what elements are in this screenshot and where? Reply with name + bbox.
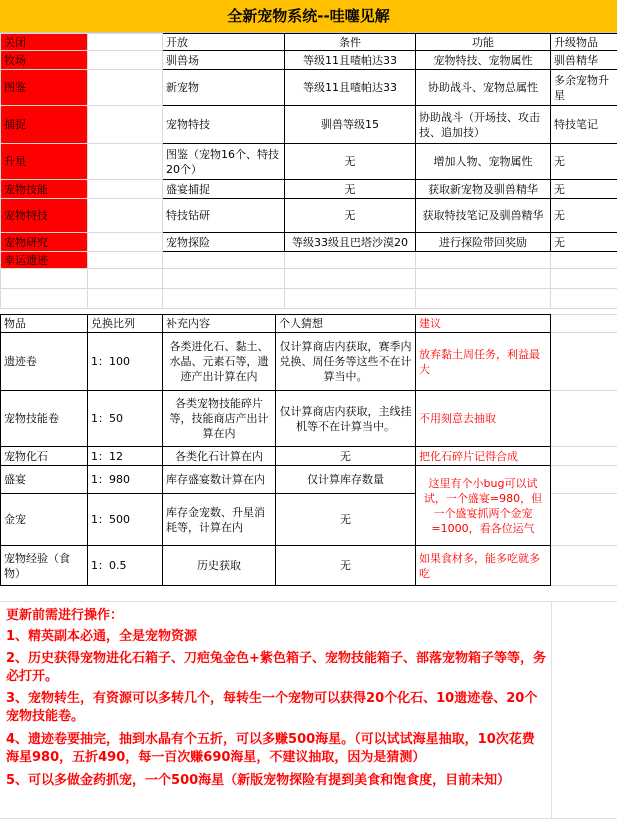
- table-row-label: 宠物特技: [1, 199, 88, 233]
- cell-open: 驯兽场: [163, 51, 285, 70]
- page-title: 全新宠物系统--哇噻见解: [0, 0, 617, 33]
- cell-function: 协助战斗（开场技、攻击技、追加技）: [416, 106, 551, 144]
- cell-function: 协助战斗、宠物总属性: [416, 70, 551, 106]
- header-open: 开放: [163, 34, 285, 51]
- cell-ratio: 1：12: [88, 447, 163, 466]
- cell-condition: 等级11且喳帕达33: [285, 51, 416, 70]
- cell-condition: 无: [285, 199, 416, 233]
- cell-guess: 仅计算商店内获取，赛季内兑换、周任务等这些不在计算当中。: [276, 333, 416, 391]
- cell-function: 增加人物、宠物属性: [416, 144, 551, 180]
- note-item: 3、宠物转生，有资源可以多转几个，每转生一个宠物可以获得20个化石、10遗迹卷、20个宠物技能卷。: [6, 691, 538, 724]
- cell-item: 金宠: [1, 494, 88, 546]
- cell-item: 宠物技能卷: [1, 391, 88, 447]
- table-row-label: 宠物技能: [1, 180, 88, 199]
- cell-function: 进行探险带回奖励: [416, 233, 551, 252]
- cell-open: 新宠物: [163, 70, 285, 106]
- cell-guess: 无: [276, 447, 416, 466]
- cell-advice: 如果食材多，能多吃就多吃: [416, 546, 551, 586]
- cell-open: 特技钻研: [163, 199, 285, 233]
- header-ratio: 兑换比列: [88, 315, 163, 333]
- cell-item: 盛宴: [1, 466, 88, 494]
- cell-condition: 等级11且喳帕达33: [285, 70, 416, 106]
- cell-item: 无: [551, 180, 617, 199]
- cell-condition: 无: [285, 180, 416, 199]
- table-row-label: 图鉴: [1, 70, 88, 106]
- note-heading: 更新前需进行操作：: [6, 608, 124, 623]
- cell-ratio: 1：980: [88, 466, 163, 494]
- cell-item: 驯兽精华: [551, 51, 617, 70]
- system-table: [0, 33, 617, 309]
- cell-condition: 等级33级且巴塔沙漠20: [285, 233, 416, 252]
- table-row-label: 牧场: [1, 51, 88, 70]
- cell-open: 图鉴（宠物16个、特技20个）: [163, 144, 285, 180]
- table-row: [1, 466, 617, 494]
- note-item: 4、遗迹卷要抽完，抽到水晶有个五折，可以多赚500海星。（可以试试海星抽取，10次花费海星980，五折490，每一百次赚690海星，不建议抽取，因为是猜测）: [6, 732, 535, 765]
- cell-extra: 库存盛宴数计算在内: [163, 466, 276, 494]
- cell-open: 宠物探险: [163, 233, 285, 252]
- header-condition: 条件: [285, 34, 416, 51]
- cell-guess: 仅计算商店内获取，主线挂机等不在计算当中。: [276, 391, 416, 447]
- cell-condition: 无: [285, 144, 416, 180]
- cell-open: 盛宴捕捉: [163, 180, 285, 199]
- cell-ratio: 1：50: [88, 391, 163, 447]
- table-row: [1, 180, 617, 199]
- cell-advice: 把化石碎片记得合成: [416, 447, 551, 466]
- cell-item: 宠物经验（食物）: [1, 546, 88, 586]
- table-row: [1, 70, 617, 106]
- cell-item: 遗迹卷: [1, 333, 88, 391]
- header-function: 功能: [416, 34, 551, 51]
- table-row-label: 幸运遗迹: [1, 252, 88, 269]
- cell-guess: 仅计算库存数量: [276, 466, 416, 494]
- cell-extra: 各类进化石、黏土、水晶、元素石等，遗迹产出计算在内: [163, 333, 276, 391]
- note-item: 5、可以多做金药抓宠，一个500海星（新版宠物探险有提到美食和饱食度，目前未知）: [6, 773, 511, 788]
- table-row: [1, 333, 617, 391]
- cell-item: 特技笔记: [551, 106, 617, 144]
- cell-guess: 无: [276, 546, 416, 586]
- cell-condition: 驯兽等级15: [285, 106, 416, 144]
- cell-advice: 不用刻意去抽取: [416, 391, 551, 447]
- cell-function: 宠物特技、宠物属性: [416, 51, 551, 70]
- cell-item: 无: [551, 233, 617, 252]
- table-header-row: [1, 34, 617, 51]
- cell-ratio: 1：100: [88, 333, 163, 391]
- notes-section: [0, 601, 617, 819]
- table-row: [1, 447, 617, 466]
- table-row: [1, 391, 617, 447]
- cell-ratio: 1：500: [88, 494, 163, 546]
- cell-function: 获取特技笔记及驯兽精华: [416, 199, 551, 233]
- cell-function: 获取新宠物及驯兽精华: [416, 180, 551, 199]
- header-guess: 个人猜想: [276, 315, 416, 333]
- cell-open: 宠物特技: [163, 106, 285, 144]
- table-row: [1, 144, 617, 180]
- cell-extra: 历史获取: [163, 546, 276, 586]
- table-row-label: 宠物研究: [1, 233, 88, 252]
- table-row-label: 升星: [1, 144, 88, 180]
- table-row: [1, 546, 617, 586]
- table-row: [1, 51, 617, 70]
- cell-advice: 这里有个小bug可以试试，一个盛宴=980，但一个盛宴抓两个金宠=1000，看各位运气: [416, 466, 551, 546]
- cell-item: 宠物化石: [1, 447, 88, 466]
- header-item: 物品: [1, 315, 88, 333]
- cell-advice: 放弃黏土周任务，利益最大: [416, 333, 551, 391]
- header-extra: 补充内容: [163, 315, 276, 333]
- table-row: [1, 199, 617, 233]
- table-header-row: [1, 315, 617, 333]
- table-row-label: 关闭: [1, 34, 88, 51]
- header-upgrade-item: 升级物品: [551, 34, 617, 51]
- table-row: [1, 233, 617, 252]
- note-item: 2、历史获得宠物进化石箱子、刀疤兔金色+紫色箱子、宠物技能箱子、部落宠物箱子等等，务必打开。: [6, 651, 546, 684]
- header-advice: 建议: [416, 315, 551, 333]
- cell-item: 无: [551, 144, 617, 180]
- table-row: [1, 106, 617, 144]
- cell-extra: 各类化石计算在内: [163, 447, 276, 466]
- cell-ratio: 1：0.5: [88, 546, 163, 586]
- exchange-table: [0, 314, 617, 586]
- cell-guess: 无: [276, 494, 416, 546]
- cell-extra: 库存金宠数、升星消耗等，计算在内: [163, 494, 276, 546]
- cell-item: 多余宠物升星: [551, 70, 617, 106]
- cell-item: 无: [551, 199, 617, 233]
- table-row: [1, 252, 617, 269]
- note-item: 1、精英副本必通，全是宠物资源: [6, 629, 198, 644]
- table-row-label: 捕捉: [1, 106, 88, 144]
- cell-extra: 各类宠物技能碎片等，技能商店产出计算在内: [163, 391, 276, 447]
